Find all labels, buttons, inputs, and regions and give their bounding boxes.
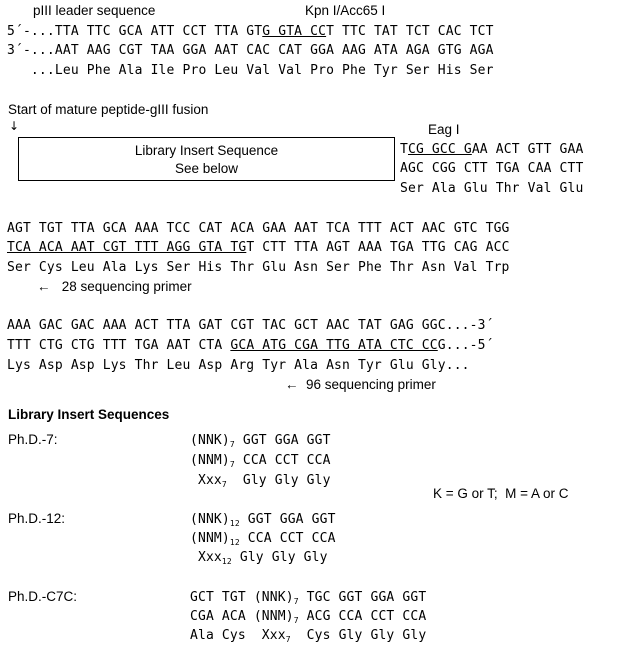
phdc7c-l1-sub: 7 (293, 597, 299, 606)
phdc7c-l2-sub: 7 (293, 616, 299, 625)
fusion-bottom-strand: AGC CGG CTT TGA CAA CTT (400, 161, 584, 176)
phdc7c-l1a: GCT TGT (NNK) (190, 590, 294, 605)
phdc7c-l1b: TGC GGT GGA GGT (298, 590, 427, 605)
fusion-top-strand (400, 141, 584, 158)
block3-bottom-rest: T CTT TTA AGT AAA TGA TTG CAG ACC (246, 240, 510, 255)
phd12-l1b: GGT GGA GGT (239, 512, 336, 527)
primer-28-site-underlined: TCA ACA AAT CGT TTT AGG GTA TG (7, 240, 247, 255)
phdc7c-l3b: Cys Gly Gly Gly (290, 628, 427, 643)
fusion-start-label: Start of mature peptide-gIII fusion (8, 102, 209, 117)
base-code-legend: K = G or T; M = A or C (433, 486, 569, 501)
fusion-top-suffix: AA ACT GTT GAA (471, 142, 584, 157)
phd7-l1-sub: 7 (229, 440, 235, 449)
phd7-line-2 (190, 452, 331, 473)
phdc7c-l3-sub: 7 (285, 635, 291, 644)
block3-amino-acids: Ser Cys Leu Ala Lys Ser His Thr Glu Asn Ser Phe Thr Asn Val Trp (7, 260, 510, 275)
pIII-leader-label: pIII leader sequence (33, 3, 156, 18)
phdc7c-name: Ph.D.-C7C: (8, 589, 78, 604)
phd12-l1a: (NNK) (190, 512, 230, 527)
phd7-line-3 (190, 472, 331, 493)
primer-96-label: ← 96 sequencing primer (285, 377, 436, 392)
block4-top-strand: AAA GAC GAC AAA ACT TTA GAT CGT TAC GCT AAC TAT GAG GGC...-3´ (7, 318, 494, 333)
kpn-site-underlined: G GTA CC (262, 24, 327, 39)
block3-top-strand: AGT TGT TTA GCA AAA TCC CAT ACA GAA AAT TCA TTT ACT AAC GTC TGG (7, 221, 510, 236)
library-insert-box (18, 137, 395, 181)
block4-bottom-strand (7, 337, 494, 354)
phdc7c-line-3 (190, 627, 426, 648)
phd7-l3b: Gly Gly Gly (226, 473, 331, 488)
library-title: Library Insert Sequences (8, 407, 170, 422)
eag-site-label: Eag I (428, 122, 460, 137)
phd12-line-1 (190, 511, 336, 532)
primer-96-site-underlined: GCA ATG CGA TTG ATA CTC CC (230, 338, 438, 353)
phd12-l1-sub: 12 (229, 519, 240, 528)
box-line-1: Library Insert Sequence (134, 143, 279, 158)
phd7-l1b: GGT GGA GGT (234, 433, 331, 448)
phd12-line-3 (190, 549, 328, 570)
block1-top-prefix: 5´-...TTA TTC GCA ATT CCT TTA GT (7, 24, 263, 39)
phd7-name: Ph.D.-7: (8, 432, 58, 447)
phdc7c-l2b: ACG CCA CCT CCA (298, 609, 427, 624)
phd7-line-1 (190, 432, 331, 453)
phd12-l3-sub: 12 (221, 557, 232, 566)
phd7-l3-sub: 7 (221, 480, 227, 489)
block4-bottom-suffix: G...-5´ (437, 338, 494, 353)
kpn-acc65-site-label: Kpn I/Acc65 I (305, 3, 386, 18)
primer-28-label: ← 28 sequencing primer (37, 279, 192, 294)
box-line-2: See below (174, 161, 239, 176)
phd12-line-2 (190, 530, 336, 551)
phd7-l1a: (NNK) (190, 433, 230, 448)
block4-amino-acids: Lys Asp Asp Lys Thr Leu Asp Arg Tyr Ala Asn Tyr Glu Gly... (7, 358, 470, 373)
phdc7c-l3a: Ala Cys Xxx (190, 628, 286, 643)
block1-top-suffix: T TTC TAT TCT CAC TCT (326, 24, 494, 39)
phd7-l2-sub: 7 (229, 460, 235, 469)
phd12-l2a: (NNM) (190, 531, 230, 546)
fusion-start-arrow: ↓ (9, 119, 20, 133)
block1-bottom-strand: 3´-...AAT AAG CGT TAA GGA AAT CAC CAT GGA AAG ATA AGA GTG AGA (7, 43, 494, 58)
phd12-l3a: Xxx (190, 550, 222, 565)
block4-bottom-prefix: TTT CTG CTG TTT TGA AAT CTA (7, 338, 231, 353)
block1-amino-acids: ...Leu Phe Ala Ile Pro Leu Val Val Pro Phe Tyr Ser His Ser (7, 63, 494, 78)
phdc7c-line-1 (190, 589, 426, 610)
phd12-l3b: Gly Gly Gly (231, 550, 328, 565)
phd12-name: Ph.D.-12: (8, 511, 66, 526)
fusion-top-prefix: T (400, 142, 408, 157)
block1-top-strand (7, 23, 494, 40)
phd7-l3a: Xxx (190, 473, 222, 488)
eag-site-underlined: CG GCC G (407, 142, 472, 157)
phd12-l2-sub: 12 (229, 538, 240, 547)
phdc7c-line-2 (190, 608, 426, 629)
fusion-amino-acids: Ser Ala Glu Thr Val Glu (400, 181, 584, 196)
phd7-l2a: (NNM) (190, 453, 230, 468)
phd7-l2b: CCA CCT CCA (234, 453, 331, 468)
phd12-l2b: CCA CCT CCA (239, 531, 336, 546)
phdc7c-l2a: CGA ACA (NNM) (190, 609, 294, 624)
block3-bottom-strand (7, 239, 510, 256)
